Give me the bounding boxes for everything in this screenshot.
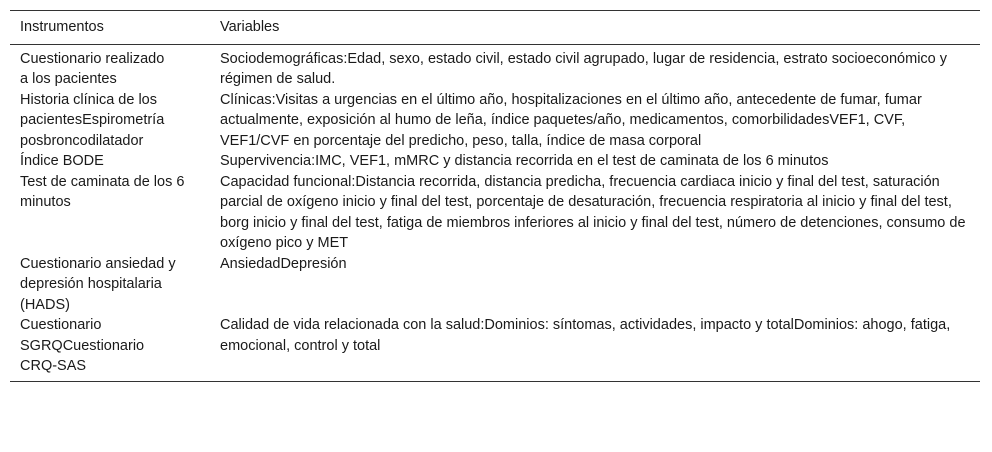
header-instrumentos: Instrumentos [20,19,104,35]
table-row [10,151,980,172]
table-row [10,44,980,90]
cell-instrument: Cuestionario realizado a los pacientes [20,50,165,87]
cell-variables: AnsiedadDepresión [220,255,347,272]
table-row [10,254,980,316]
cell-variables: Capacidad funcional:Distancia recorrida, distancia predicha, frecuencia cardiaca inicio y final del test, saturación parcial de oxígeno inicio y final del test, porcentaje de desaturación, frecuencia respiratoria al inicio y final del test, borg inicio y final del test, fatiga de miembros inferiores al inicio y final del test, número de detenciones, consumo de oxígeno pico y MET [220,173,966,251]
cell-variables: Calidad de vida relacionada con la salud:Dominios: síntomas, actividades, impacto y totalDominios: ahogo, fatiga, emocional, control y total [220,317,951,354]
cell-instrument: Cuestionario ansiedad y depresión hospitalaria (HADS) [20,255,176,313]
cell-instrument: Cuestionario SGRQCuestionario CRQ-SAS [20,317,145,374]
table-row [10,172,980,254]
cell-instrument: Índice BODE [20,153,104,169]
table-row [10,315,980,381]
cell-variables: Supervivencia:IMC, VEF1, mMRC y distancia recorrida en el test de caminata de los 6 minutos [220,153,829,169]
table-row [10,90,980,152]
cell-instrument: Historia clínica de los pacientesEspirometría posbroncodilatador [20,91,165,149]
cell-instrument: Test de caminata de los 6 minutos [20,173,185,210]
header-variables: Variables [220,19,280,35]
cell-variables: Clínicas:Visitas a urgencias en el último año, hospitalizaciones en el último año, antecedente de fumar, fumar actualmente, exposición al humo de leña, índice paquetes/año, medicamentos, comorbilidadesVEF1, CVF, VEF1/CVF en porcentaje del predicho, peso, talla, índice de masa corporal [220,91,922,149]
cell-variables: Sociodemográficas:Edad, sexo, estado civil, estado civil agrupado, lugar de residencia, estrato socioeconómico y régimen de salud. [220,50,948,87]
instruments-table-container [10,10,980,382]
table-header-row [10,11,980,45]
instruments-table [10,10,980,382]
